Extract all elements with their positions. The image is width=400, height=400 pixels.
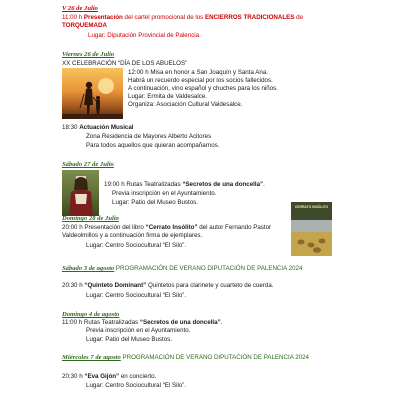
event-line: Valdeolmillos y a continuación firma de ejemplares. — [62, 232, 203, 239]
event-venue: Lugar: Centro Sociocultural “El Silo”. — [86, 382, 187, 389]
event-text: en concierto. — [119, 373, 157, 380]
venue-name: Diputación Provincial de Palencia. — [105, 32, 201, 39]
event-line — [62, 282, 274, 290]
book-cover-title: CERRATO INSÓLITO — [294, 205, 329, 209]
event-line: Zona Residencia de Mayores Alberto Acitores — [86, 133, 212, 140]
event-venue: Lugar: Centro Sociocultural “El Silo”. — [86, 292, 187, 299]
event-text: Quintetos para clarinete y cuarteto de cuerda. — [146, 282, 274, 289]
event-line: Previa inscripción en el Ayuntamiento. — [86, 327, 191, 334]
event-title: “Eva Gijón” — [84, 373, 120, 380]
event-time: 11:00 h — [62, 14, 83, 21]
event-time: 18:30 — [62, 124, 80, 131]
event-line — [62, 319, 222, 327]
event-text: de — [294, 14, 303, 21]
costume-figure-image — [62, 170, 99, 216]
event-text: del cartel promocional de los — [122, 14, 205, 21]
event-line — [62, 124, 134, 132]
landscape-image — [291, 202, 332, 256]
event-title: “Cerrato Insólito” — [145, 224, 198, 231]
event-line: Previa inscripción en el Ayuntamiento. — [112, 190, 217, 197]
event-time: 20:30 h — [62, 373, 85, 380]
event-venue — [88, 32, 201, 40]
event-line: 12:00 h Misa en honor a San Joaquín y Santa Ana. — [128, 69, 269, 76]
event-venue: Lugar: Ermita de Valdesalce. — [128, 93, 207, 100]
event-title: “Secretos de una doncella” — [139, 319, 221, 326]
celebration-title: XX CELEBRACIÓN “DÍA DE LOS ABUELOS” — [62, 60, 188, 67]
venue-label: Lugar: — [88, 32, 106, 39]
event-text: 19:00 h Rutas Teatralizadas — [104, 181, 183, 188]
silhouette-image — [62, 68, 123, 119]
book-cover — [291, 202, 332, 256]
event-heading-line — [62, 354, 309, 362]
event-venue: Lugar: Patio del Museo Bustos. — [86, 336, 172, 343]
event-line — [62, 373, 156, 381]
event-title-line2: TORQUEMADA — [62, 22, 107, 29]
event-line — [62, 224, 271, 232]
event-heading-line — [62, 265, 302, 273]
event-line — [104, 181, 265, 189]
program-label: PROGRAMACIÓN DE VERANO DIPUTACIÓN DE PALENCIA 2024 — [120, 354, 309, 361]
event-venue: Lugar: Centro Sociocultural “El Silo”. — [86, 242, 187, 249]
grandparents-photo — [62, 68, 123, 119]
event-title: Actuación Musical — [79, 124, 134, 131]
date-heading: Sábado 27 de Julio — [62, 161, 114, 168]
event-title: Presentación — [83, 14, 123, 21]
event-venue: Lugar: Patio del Museo Bustos. — [112, 199, 198, 206]
date-heading: Sábado 3 de agosto — [62, 265, 115, 272]
date-heading: Domingo 4 de agosto — [62, 311, 120, 318]
event-title: “Quinteto Dominant” — [84, 282, 147, 289]
event-organizer: Organiza: Asociación Cultural Valdesalce. — [128, 101, 243, 108]
event-title-bold: ENCIERROS TRADICIONALES — [204, 14, 295, 21]
event-line — [62, 14, 303, 22]
event-title: “Secretos de una doncella” — [182, 181, 264, 188]
event-time: 20:30 h — [62, 282, 85, 289]
date-heading: Miércoles 7 de agosto — [62, 354, 121, 361]
event-text: . — [263, 181, 265, 188]
event-text: 11:00 h Rutas Teatralizadas — [62, 319, 140, 326]
date-heading: V 26 de Julio — [62, 5, 98, 12]
program-label: PROGRAMACIÓN DE VERANO DIPUTACIÓN DE PALENCIA 2024 — [114, 265, 303, 272]
event-line: Para todos aquellos que quieran acompañarnos. — [86, 142, 220, 149]
date-heading: Viernes 26 de Julio — [62, 51, 115, 58]
maiden-photo — [62, 170, 99, 216]
event-text: . — [220, 319, 223, 326]
event-line: Habrá un recuerdo especial por los socios fallecidos. — [128, 77, 273, 84]
event-line: A continuación, vino español y chuches para los niños. — [128, 85, 278, 92]
event-text: del autor Fernando Pastor — [197, 224, 272, 231]
event-text: 20:00 h Presentación del libro — [62, 224, 146, 231]
date-heading: Domingo 28 de Julio — [62, 215, 119, 222]
